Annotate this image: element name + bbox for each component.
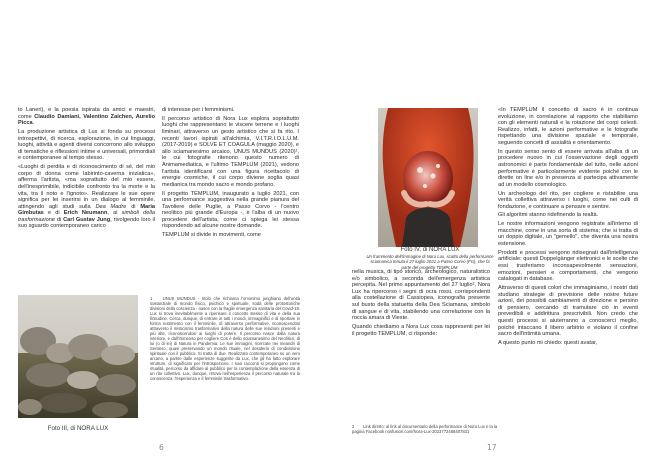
footnote-number: 1 <box>150 296 153 301</box>
right-text-column-2 <box>498 107 638 349</box>
left-text-column-2 <box>162 107 299 241</box>
paragraph: Attraverso di questi colori che immaginiamo, i nostri dati studiano strategie di previsione delle nostre future azioni, dei possibili cambiamenti di direzione e persino di pensiero, cercando di tramutare ciò in eventi prevedibili e addirittura prescrivibili. Non credo che questi processi si aiuterranno a conoscerci meglio, poiché intaccano il libero arbitrio e violano il confine sacro dell'intimità umana. <box>498 284 638 338</box>
paragraph: to Laneri), e la poesia ispirata da amici e maestri, come Claudio Damiani, Valentino Zaichen, Aurelio Picca. <box>18 107 156 127</box>
paragraph: Le nostre informazioni vengono registrate all'interno di macchine, come in una sorta di sistema; che si tratta di un doppio digitale, un "gemello", che diventa una nostra estensione. <box>498 221 638 248</box>
paragraph: Gli algoritmi stanno ridefinendo la realtà. <box>498 212 599 219</box>
left-text-column-1 <box>18 107 155 232</box>
paragraph: nella musica, di tipo storico, archeologico, naturalistico e/o simbolico, a seconda dell'emergenza artistica percepita. Nel primo appuntamento del 27 luglio², Nora Lux ha ripercorso i segni di ocra rossi, corrispondenti alla costellazione di Cassiopea, iconografia presente sul busto della statuetta della Dea Sciamana, simbolo di sangue e di vita, stabilendo una correlazione con la roccia amara di Vieste. <box>352 269 490 322</box>
red-hair-woman-image <box>378 108 478 247</box>
paragraph: Il progetto TEMPLUM, inaugurato a luglio 2021, con una performance suggestiva nella grande pianura del Tavoliere delle Puglie, a Passo Corvo - l'centro neolitico più grande d'Europa -, è l'alba di un nuovo procedere dell'artista, come ci spiega lei stessa rispondendo ad alcune nostre domande. <box>162 190 299 230</box>
paragraph: Il percorso artistico di Nora Lux esplora soprattutto luoghi che rappresentano le viscere terrene e i luoghi liminari, attraverso un gesto artistico che si fa rito. I recenti lavori ispirati all'alchimia, V.I.T.R.I.O.L.U.M. (2017-2019) e SOLVE ET COAGULA (maggio 2020), e allo sciamanesimo arcaico, UNUS MUNDUS (2020)¹, le cui fotografie ritenono questo numero di Animamediatica, e l'ultimo TEMPLUM (2021), vedono l'artista identificarsi con una figura ricettacolo di energie cosmiche, il cui corpo diviene soglia quasi medianica tra mondo sacro e mondo profano. <box>162 115 299 188</box>
photo-iv-caption-title: Foto IV, di NORA LUX <box>400 247 460 253</box>
paragraph: di interesse per i femminismi. <box>162 107 235 113</box>
photo-iii-stones <box>18 295 138 418</box>
footnote-number: 2 <box>352 424 355 429</box>
footnote-text: UNUS MUNDUS - titolo che richiama l'omonimo junghiano dell'unità sostanziale di mondo fisico, psichico e spirituale, sodà delle protostoriche divisioni della coscienza - nasce con la fragile emergenza sanitaria del Covid-19. Lux si trova inevitabilmente a ripensare il concetto stesso di vita e della sua finitudine. Cerca, dunque, di entrare in tutti i mondi, immaginifici e di riportare in forma nutrimento con il femminile, di attraverso performative, riconoscendosi attraverso il misticismo trasformativo della natura delle sue relazioni presenti e più alte, riconoscendosi ai luoghi di potere. Il percorso nasce dalla natura interiore, e dall'immenso per cogliere Cos è dello sciamanesimo del Neolitico, di lui (o di lei) di Natura in Pandemia. Le sue immagini, ricercate nei meandri di Sentiero, quasi preservando un mondo rituale, nel desiderio di condivisione spirituale con il pubblico. Si tratta di due. Realizzato contemporaneo su un vero arcano, a partire dalle esperienze suggerite da Lux, che gli ha fatto esplorare strutture, di significato per l'introspezione. I suoi racconti si propongono come ritualità, percorso da affidare al pubblico per la contemplazione della essenza di un rito collettivo. Lux, dunque, ritrova nell'esperienza il percorso naturale tra la conoscenza, l'esperienza e il femminile trasformativo. <box>150 296 300 381</box>
paragraph: In questo senso sento di essere arrivata all'alba di un procedere nuovo in cui l'osservazione degli oggetti astronomici è parte fondamentale del tutto, nelle azioni performative è particolarmente evidente poiché con le dirette on line e/o in presenza si partecipa attivamente ad un modello cosmologico. <box>498 148 638 188</box>
paragraph: Quando chiediamo a Nora Lux cosa rappresenti per lei il progetto TEMPLUM, ci risponde: <box>352 323 490 337</box>
footnote-text: Link diretto: al link al documentario della performance di Nora Lux e la la pagina Facebook nosfusion.com/Nora-Lux-2023772468407831 <box>352 424 498 434</box>
paragraph: «In TEMPLUM il concetto di sacro è in continua evoluzione, in correlazione al rapporto che stabiliamo con gli elementi naturali e la rotazione dei corpi celesti. Realizzo, infatti, le azioni performative e le fotografie rispettando una divisione spaziale e temporale, seguendo concetti di assialità e orientamento. <box>498 107 638 146</box>
photo-iv-caption-text: Un frammento dell'immagine di Nora Lux, scatto della performance sciamanica tenuta il 27 luglio 2021 a Passo Corvo (FG), che fa parte del progetto TEMPLUM. <box>366 254 494 270</box>
photo-iv-caption <box>365 248 495 270</box>
paragraph: La produzione artistica di Lux si fonda su processi introspettivi, di ricerca, esplorazione, in cui linguaggi, luoghi, attività e agenti diversi concorrono allo sviluppo di tematiche e riflessioni intime e universali, primordiali e contemporanee al tempo stesso. <box>18 128 155 162</box>
right-text-column-1 <box>352 269 490 339</box>
stones-image <box>18 295 138 418</box>
page-number-left: 6 <box>159 443 164 452</box>
paragraph: Prodotti e processi vengono ridisegnati dall'intelligenza artificiale: questi Doppelgänger elettronici e le scelte che essi trasferiamo inconsapevolmente sensazioni, emozioni, pensieri e comportamenti, che vengono catalogati in database. <box>498 249 638 283</box>
photo-iii-caption: Foto III, di NORA LUX <box>47 425 109 432</box>
right-page <box>325 0 650 459</box>
paragraph: «Luoghi di perdita e di riconoscimento di sé, del mio corpo di donna come labirinto-caverna iniziatica», afferma l'artista, «ma soprattutto del mio essere, dell'inesprimibile, indicibile confronto tra la morte e la vita, tra il noto e l'ignoto». Realizzare le sue opere significa per lei inserirsi in un dialogo al femminile, attingendo agli studi sulla Dea Madre di Maria Gimbutas e di Erich Neumann, ai simboli della trasformazione di Carl Gustav Jung, rivolgendo loro il suo sguardo contemporaneo carico <box>18 164 155 230</box>
paragraph: TEMPLUM si divide in movimenti, come <box>162 232 261 239</box>
left-footnotes <box>150 296 300 381</box>
paragraph: Un archeologo del rito, per cogliere e ristabilire una verità collettiva attraverso i luoghi, come nei culti di fondazione, e continuare a pensare e sentire. <box>498 190 638 210</box>
paragraph: A questo punto mi chiedo: questi avatar, <box>498 339 598 346</box>
photo-iv-red-hair <box>378 108 478 247</box>
page-number-right: 17 <box>487 443 497 452</box>
right-footnotes <box>352 424 502 434</box>
